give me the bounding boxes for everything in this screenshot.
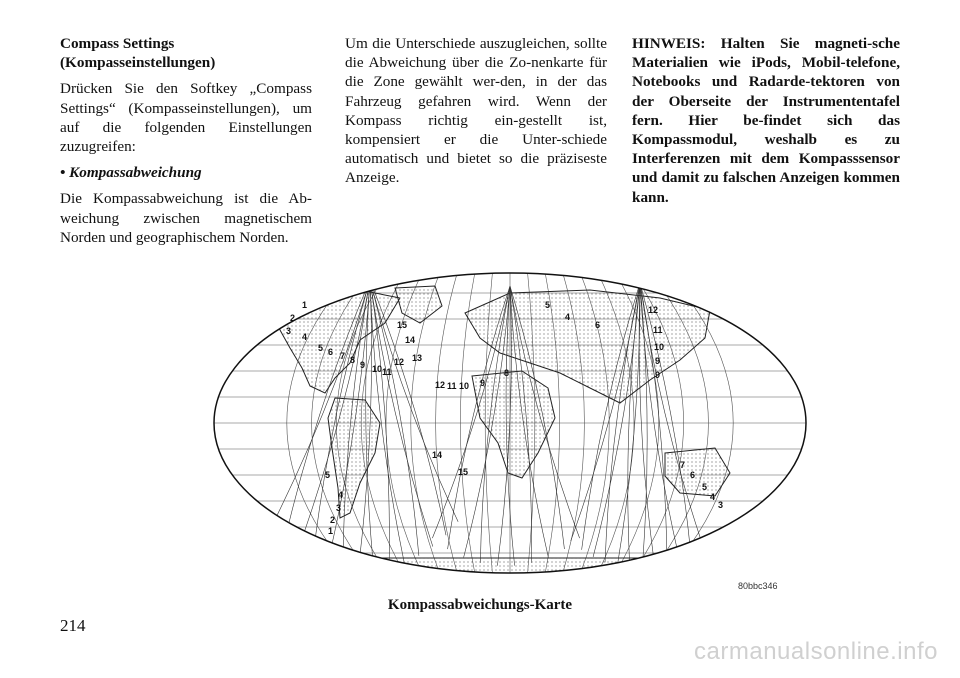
- zone-label: 15: [458, 467, 469, 477]
- zone-label: 14: [405, 335, 416, 345]
- zone-label: 7: [340, 351, 346, 361]
- zone-label: 3: [336, 503, 342, 513]
- section-heading-line2: (Kompasseinstellungen): [60, 54, 216, 72]
- zone-label: 1: [328, 526, 334, 536]
- note-paragraph: HINWEIS: Halten Sie magneti-sche Materialien wie iPods, Mobil-telefone, Notebooks und Radarde-tektoren von der Oberseite der Instrumententafel fern. Hier be-findet sich das Kompassmodul, weshalb es zu Interferenzen mit dem Kompasssensor und damit zu falschen Anzeigen kommen kann.: [632, 35, 900, 206]
- intro-paragraph: Drücken Sie den Softkey „Compass Settings“ (Kompasseinstellungen), um auf die folgenden Einstellungen zuzugreifen:: [60, 80, 312, 156]
- zone-label: 6: [690, 470, 696, 480]
- zone-label: 10: [459, 381, 470, 391]
- figure-caption: Kompassabweichungs-Karte: [387, 597, 573, 613]
- zone-label: 11: [447, 381, 457, 391]
- right-column: [632, 34, 900, 207]
- compensation-paragraph: Um die Unterschiede auszugleichen, sollte die Abweichung über die Zo-nenkarte für die Zone gewählt wer-den, in der das Fahrzeug gefahren wird. Wenn der Kompass richtig ein-gestellt ist, kompensiert er die Unter-schiede automatisch und bietet so die präziseste Anzeige.: [345, 35, 607, 187]
- zone-label: 4: [710, 492, 716, 502]
- zone-label: 11: [653, 325, 663, 335]
- world-map-figure: [210, 268, 810, 578]
- bullet-item-kompassabweichung: • Kompassabweichung: [60, 164, 202, 182]
- definition-paragraph: Die Kompassabweichung ist die Ab-weichung zwischen magnetischem Norden und geographischem Norden.: [60, 190, 312, 246]
- figure-code: 80bbc346: [738, 581, 778, 591]
- zone-label: 8: [504, 368, 510, 378]
- zone-label: 3: [718, 500, 724, 510]
- zone-label: 11: [382, 367, 392, 377]
- zone-label: 6: [595, 320, 601, 330]
- zone-label: 2: [330, 515, 336, 525]
- zone-label: 4: [302, 332, 308, 342]
- middle-column: [345, 34, 607, 188]
- zone-label: 6: [328, 347, 334, 357]
- zone-label: 5: [318, 343, 324, 353]
- zone-label: 1: [302, 300, 308, 310]
- zone-label: 8: [350, 355, 356, 365]
- zone-label: 14: [432, 450, 443, 460]
- left-column: [60, 34, 312, 247]
- greenland-shape: [395, 286, 442, 323]
- zone-label: 12: [435, 380, 446, 390]
- zone-label: 5: [702, 482, 708, 492]
- antarctica-shape: [230, 558, 790, 578]
- page-number: 214: [60, 616, 86, 635]
- zone-label: 12: [394, 357, 405, 367]
- compass-variance-map: [210, 268, 810, 578]
- zone-label: 9: [360, 360, 366, 370]
- zone-label: 13: [412, 353, 423, 363]
- zone-label: 15: [397, 320, 408, 330]
- zone-label: 4: [338, 490, 344, 500]
- zone-label: 5: [325, 470, 331, 480]
- zone-label: 9: [655, 356, 661, 366]
- zone-label: 9: [480, 378, 486, 388]
- zone-label: 2: [290, 313, 296, 323]
- watermark: carmanualsonline.info: [694, 638, 938, 665]
- section-heading-line1: Compass Settings: [60, 35, 175, 52]
- zone-label: 12: [648, 305, 659, 315]
- zone-label: 10: [654, 342, 665, 352]
- zone-label: 10: [372, 364, 383, 374]
- zone-label: 4: [565, 312, 571, 322]
- zone-label: 9: [655, 370, 661, 380]
- zone-label: 5: [545, 300, 551, 310]
- zone-label: 3: [286, 326, 292, 336]
- map-content: [210, 273, 810, 578]
- australia-shape: [665, 448, 730, 496]
- section-heading: [60, 34, 312, 72]
- zone-label: 7: [680, 460, 686, 470]
